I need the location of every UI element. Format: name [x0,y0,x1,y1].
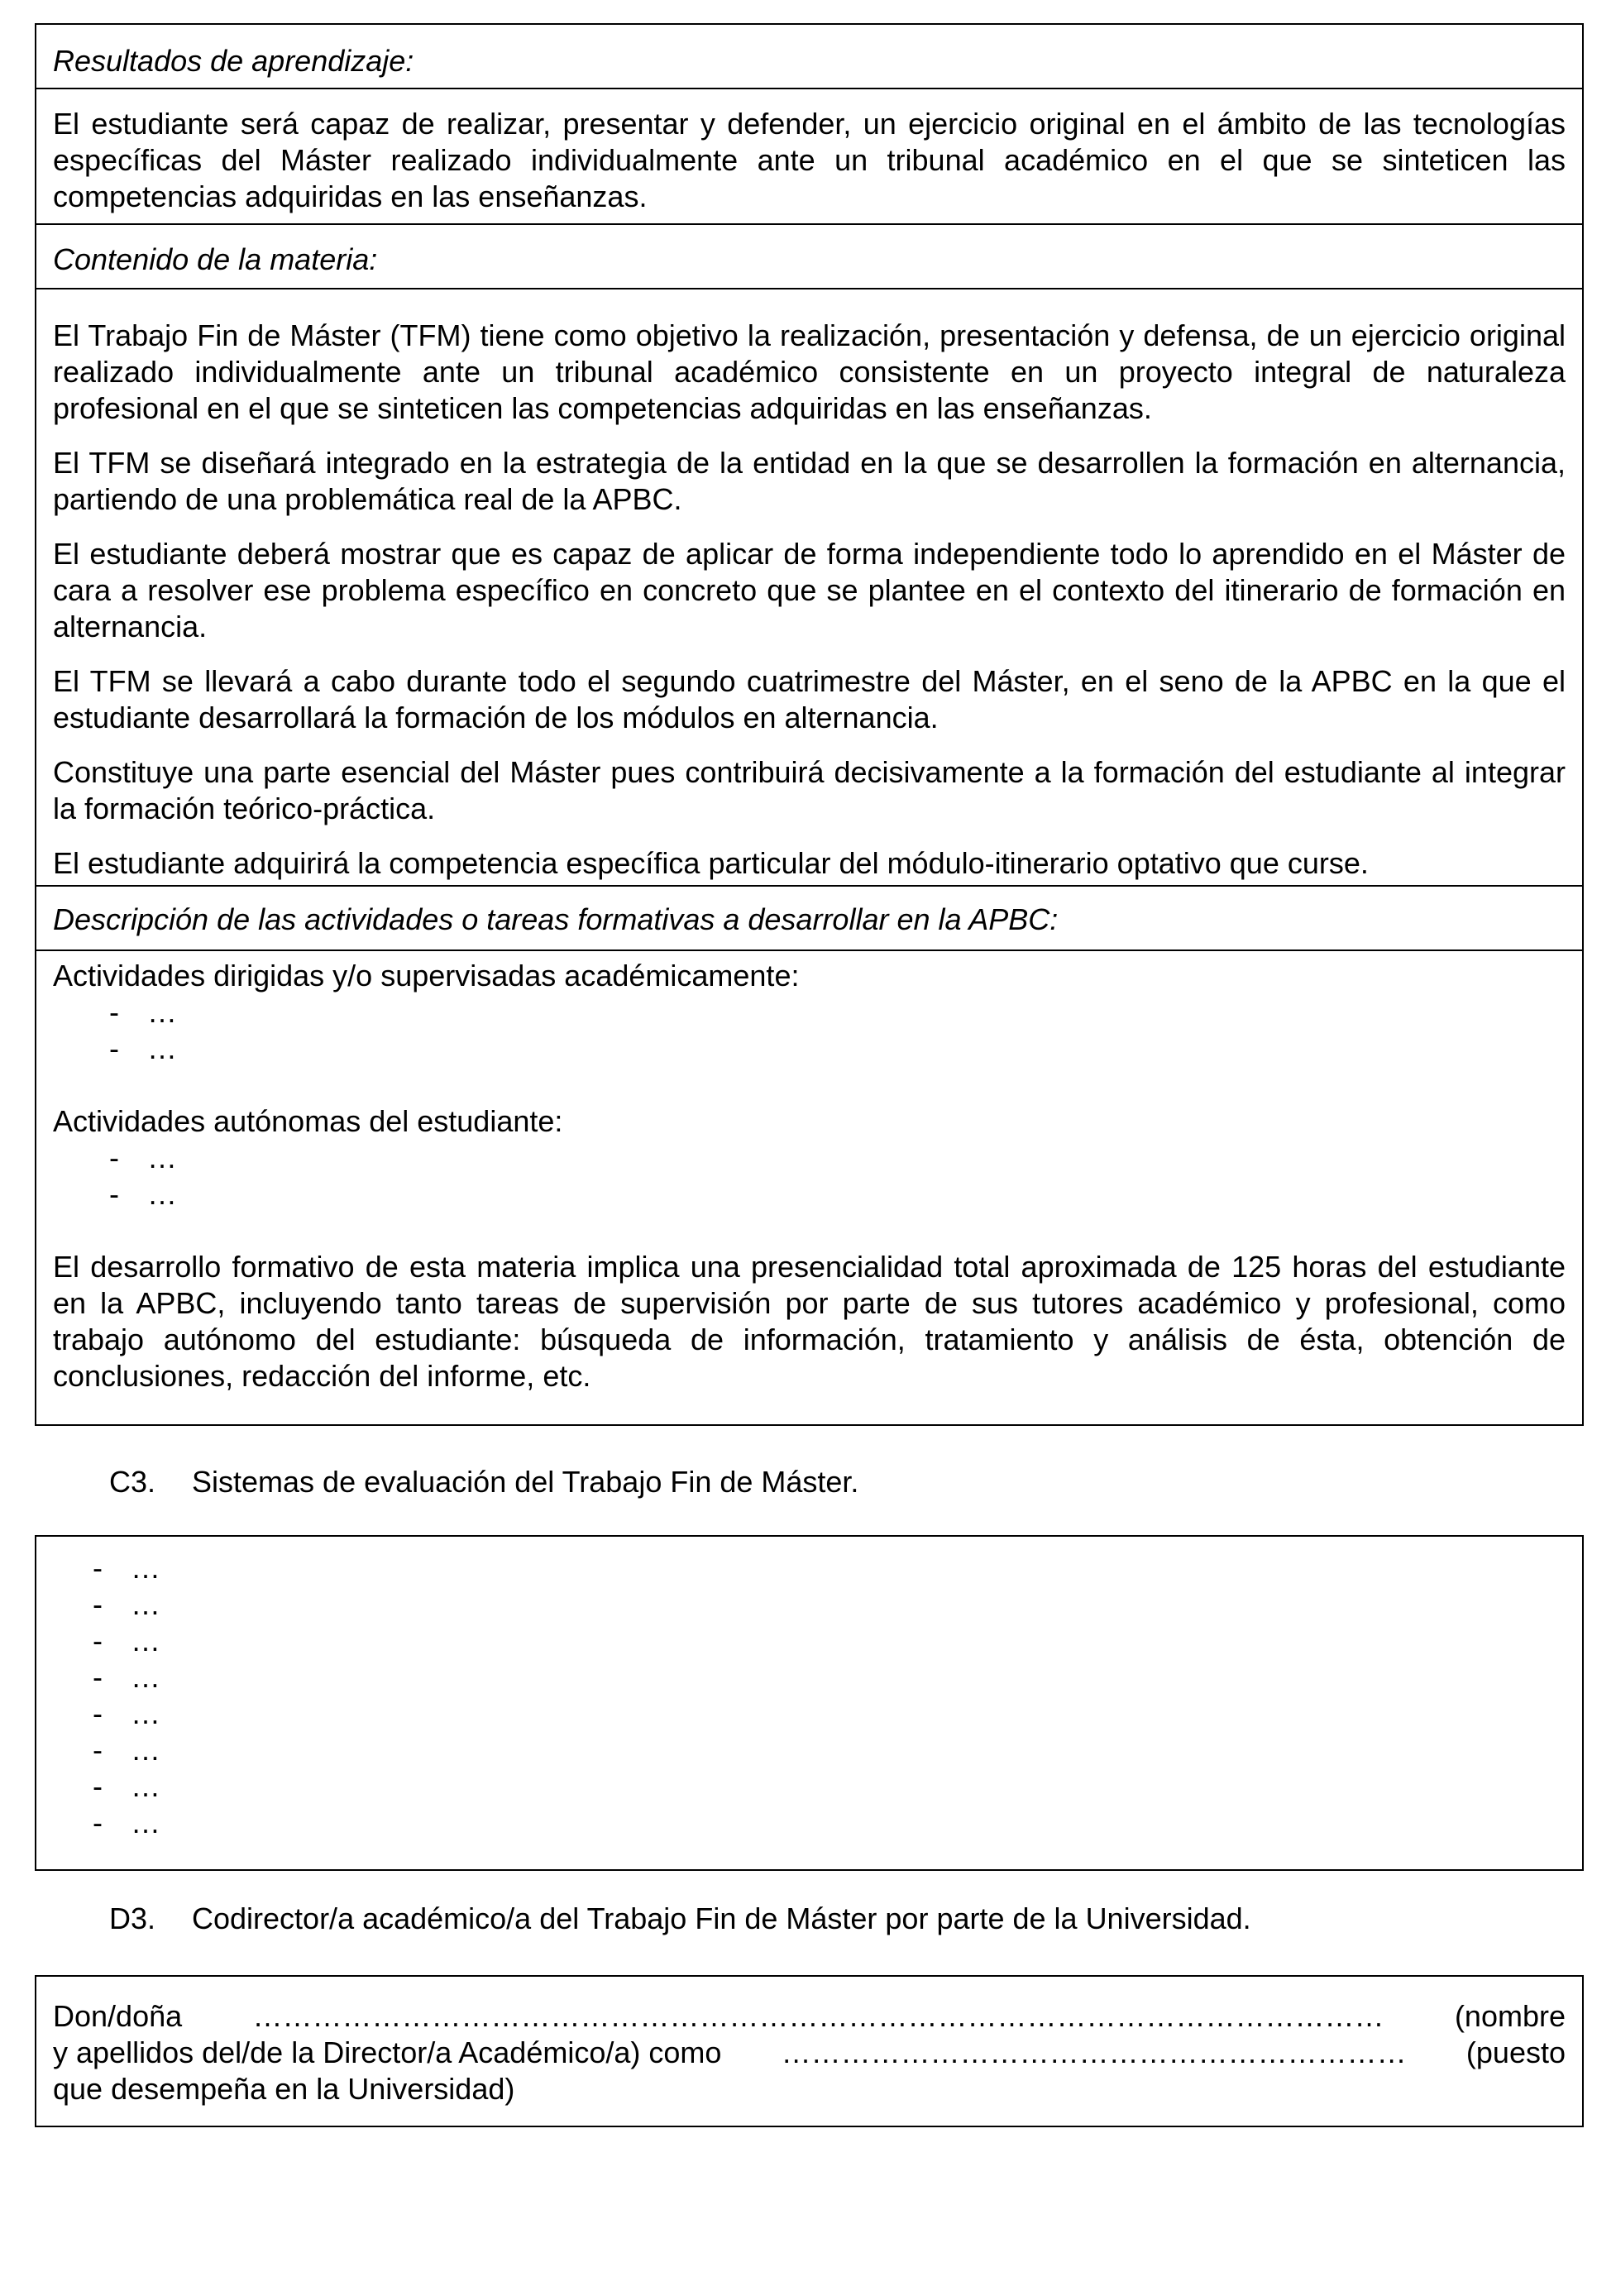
list-item-value: … [131,1696,160,1730]
list-item [36,1768,1582,1805]
resultados-text: El estudiante será capaz de realizar, presentar y defender, un ejercicio original en el ámbito de las tecnologías específicas del Máster realizado individualmente ante un tribunal académico en el que se sinteticen las competencias adquiridas en las enseñanzas. [53,107,1566,213]
list-item-value: … [131,1624,160,1657]
dash-mark: - [109,1141,119,1174]
list-item-value: … [131,1733,160,1767]
contenido-paragraph: Constituye una parte esencial del Máster pues contribuirá decisivamente a la formación del estudiante al integrar la formación teórico-práctica. [53,755,1566,825]
codirector-line-2 [53,2035,1566,2071]
list-item [36,1659,1582,1696]
codirector-line-1 [53,1998,1566,2035]
contenido-header-cell [36,225,1582,289]
desarrollo-text: El desarrollo formativo de esta materia implica una presencialidad total aproximada de 125 horas del estudiante en la APBC, incluyendo tanto tareas de supervisión por parte de sus tutores académico y profesional, como trabajo autónomo del estudiante: búsqueda de información, tratamiento y análisis de ésta, obtención de conclusiones, redacción del informe, etc. [53,1250,1566,1393]
list-item-value: … [147,1141,177,1174]
codirector-puesto: (puesto [1465,2035,1566,2069]
resultados-text-cell [36,89,1582,225]
list-item [36,1732,1582,1768]
c3-number: C3. [109,1465,156,1499]
list-item-value: … [131,1660,160,1694]
list-item [36,1586,1582,1623]
contenido-paragraph: El TFM se llevará a cabo durante todo el segundo cuatrimestre del Máster, en el seno de la APBC en la que el estudiante desarrollará la formación de los módulos en alternancia. [53,664,1566,734]
dash-mark: - [93,1660,103,1694]
list-item-value: … [131,1551,160,1585]
contenido-paragraph: El TFM se diseñará integrado en la estrategia de la entidad en la que se desarrollen la formación en alternancia, partiendo de una problemática real de la APBC. [53,446,1566,516]
dash-mark: - [93,1733,103,1767]
list-item [53,1031,1566,1067]
materia-table [35,23,1584,1426]
dash-mark: - [109,995,119,1029]
dash-mark: - [93,1696,103,1730]
dash-mark: - [93,1624,103,1657]
dirigidas-label: Actividades dirigidas y/o supervisadas académicamente: [53,959,800,993]
resultados-label: Resultados de aprendizaje: [53,44,414,78]
name-dots: …………………………………………………………………………………………………… [252,1999,1384,2033]
d3-heading [109,1901,1251,1937]
evaluacion-box [35,1535,1584,1871]
autonomas-list [53,1140,1566,1213]
list-item [53,1176,1566,1213]
dash-mark: - [93,1769,103,1803]
c3-title: Sistemas de evaluación del Trabajo Fin de Máster. [192,1465,859,1499]
list-item [36,1805,1582,1841]
evaluacion-list [36,1550,1582,1841]
list-item [53,994,1566,1031]
contenido-label: Contenido de la materia: [53,242,378,276]
position-dots: ……………………………………………………… [781,2035,1407,2069]
list-item-value: … [131,1806,160,1839]
contenido-paragraph: El estudiante deberá mostrar que es capaz de aplicar de forma independiente todo lo aprendido en el Máster de cara a resolver ese problema específico en concreto que se plantee en el contexto del itinerario de formación en alternancia. [53,537,1566,643]
dash-mark: - [109,1177,119,1211]
codirector-suffix: (nombre [1454,1999,1566,2033]
codirector-line-3: que desempeña en la Universidad) [53,2072,515,2106]
list-item [36,1550,1582,1586]
dash-mark: - [93,1551,103,1585]
list-item-value: … [147,995,177,1029]
descripcion-label: Descripción de las actividades o tareas formativas a desarrollar en la APBC: [53,902,1059,936]
codirector-box [35,1975,1584,2127]
list-item-value: … [131,1587,160,1621]
codirector-prefix: Don/doña [53,1999,183,2033]
list-item-value: … [147,1031,177,1065]
contenido-text-cell [36,289,1582,887]
list-item-value: … [131,1769,160,1803]
codirector-mid: y apellidos del/de la Director/a Académico/a) como [53,2035,722,2069]
dash-mark: - [93,1587,103,1621]
dash-mark: - [109,1031,119,1065]
resultados-header-cell [36,25,1582,89]
d3-title: Codirector/a académico/a del Trabajo Fin de Máster por parte de la Universidad. [192,1901,1251,1935]
list-item-value: … [147,1177,177,1211]
c3-heading [109,1464,858,1500]
descripcion-header-cell [36,887,1582,951]
list-item [36,1623,1582,1659]
dash-mark: - [93,1806,103,1839]
autonomas-label: Actividades autónomas del estudiante: [53,1104,563,1138]
contenido-paragraph: El estudiante adquirirá la competencia específica particular del módulo-itinerario optativo que curse. [53,846,1369,880]
d3-number: D3. [109,1901,156,1935]
descripcion-body-cell [36,951,1582,1424]
list-item [36,1696,1582,1732]
dirigidas-list [53,994,1566,1067]
list-item [53,1140,1566,1176]
contenido-paragraph: El Trabajo Fin de Máster (TFM) tiene como objetivo la realización, presentación y defensa, de un ejercicio original realizado individualmente ante un tribunal académico consistente en un proyecto integral de naturaleza profesional en el que se sinteticen las competencias adquiridas en las enseñanzas. [53,318,1566,425]
